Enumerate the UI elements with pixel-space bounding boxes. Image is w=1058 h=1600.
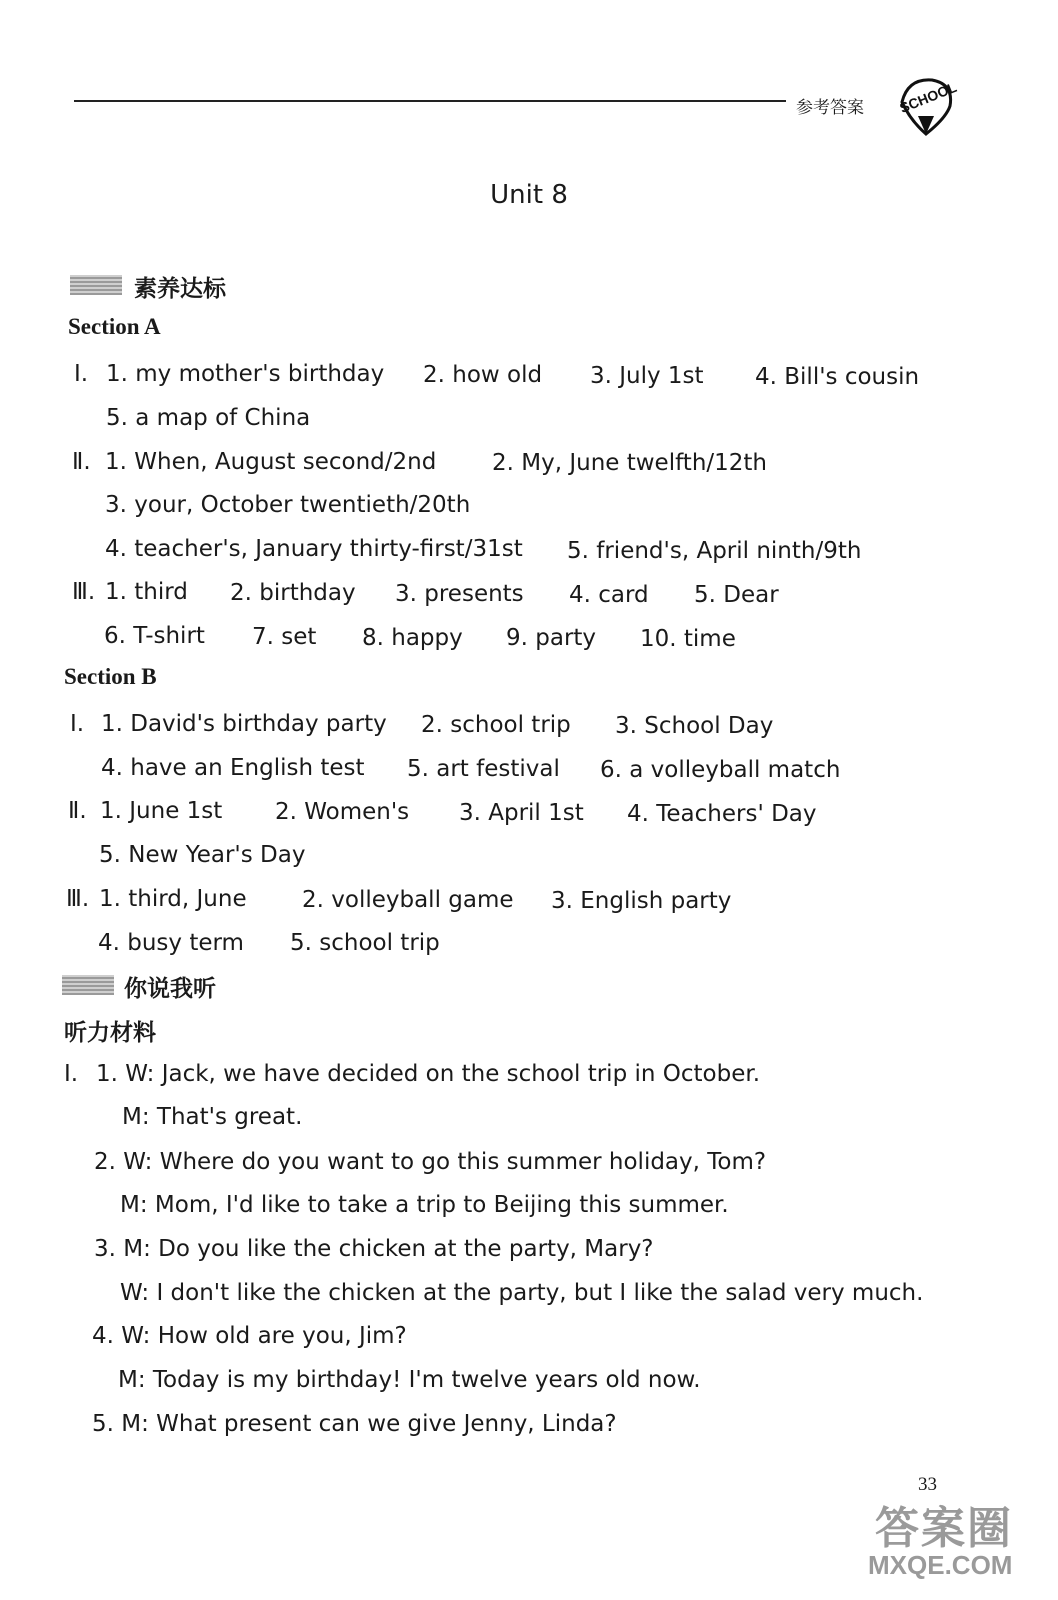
answer-item: 8. happy <box>362 625 463 651</box>
answer-item: 4. card <box>569 582 649 608</box>
answer-item: 3. your, October twentieth/20th <box>105 492 471 518</box>
dialogue-line: W: I don't like the chicken at the party, but I like the salad very much. <box>120 1280 924 1306</box>
dialogue-line: 2. W: Where do you want to go this summer holiday, Tom? <box>94 1149 767 1175</box>
answer-item: 4. Teachers' Day <box>627 801 817 827</box>
answer-item: 1. David's birthday party <box>101 711 387 737</box>
heading-listening-material: 听力材料 <box>64 1020 156 1046</box>
section-a-1-label: Ⅰ. <box>74 361 89 387</box>
answer-item: 3. April 1st <box>459 800 584 826</box>
answer-item: 3. School Day <box>615 713 774 739</box>
answer-item: 10. time <box>640 626 736 652</box>
answer-item: 4. busy term <box>98 930 244 956</box>
section-bar-icon <box>62 975 114 995</box>
section-a-3-label: Ⅲ. <box>72 579 96 605</box>
watermark-top: 答案圈 <box>875 1504 1013 1553</box>
answer-item: 3. presents <box>395 581 524 607</box>
answer-item: 2. how old <box>423 362 543 388</box>
dialogue-line: 1. W: Jack, we have decided on the school trip in October. <box>96 1061 761 1087</box>
dialogue-line: 5. M: What present can we give Jenny, Linda? <box>92 1411 617 1437</box>
answer-item: 5. friend's, April ninth/9th <box>567 538 862 564</box>
answer-item: 6. a volleyball match <box>600 757 841 783</box>
answer-item: 4. have an English test <box>101 755 365 781</box>
answer-item: 6. T-shirt <box>104 623 205 649</box>
heading-section-a: Section A <box>68 314 161 339</box>
answer-item: 5. New Year's Day <box>99 842 306 868</box>
answer-item: 3. English party <box>551 888 732 914</box>
answer-item: 4. Bill's cousin <box>755 364 920 390</box>
answer-item: 5. a map of China <box>106 405 311 431</box>
answer-item: 5. Dear <box>694 582 779 608</box>
header-rule <box>74 100 786 102</box>
section-a-2-label: Ⅱ. <box>72 449 91 475</box>
answer-item: 5. school trip <box>290 930 440 956</box>
header-label: 参考答案 <box>796 98 864 118</box>
answer-item: 7. set <box>252 624 317 650</box>
answer-item: 9. party <box>506 625 597 651</box>
answer-item: 2. school trip <box>421 712 571 738</box>
answer-item: 1. my mother's birthday <box>106 361 385 387</box>
dialogue-line: 3. M: Do you like the chicken at the party, Mary? <box>94 1236 654 1262</box>
answer-item: 5. art festival <box>407 756 560 782</box>
dialogue-line: M: Today is my birthday! I'm twelve years old now. <box>118 1367 701 1393</box>
dialogue-line: M: Mom, I'd like to take a trip to Beijing this summer. <box>120 1192 729 1218</box>
heading-section-b: Section B <box>64 664 157 689</box>
answer-item: 2. birthday <box>230 580 356 606</box>
answer-item: 1. third <box>105 579 188 605</box>
answer-item: 1. June 1st <box>100 798 223 824</box>
logo-text: SCHOOL <box>897 78 959 117</box>
answer-item: 2. Women's <box>275 799 410 825</box>
answer-item: 4. teacher's, January thirty-first/31st <box>105 536 523 562</box>
page-number: 33 <box>918 1474 937 1495</box>
section-b-2-label: Ⅱ. <box>68 798 87 824</box>
answer-item: 3. July 1st <box>590 363 704 389</box>
watermark-bottom: MXQE.COM <box>868 1550 1013 1580</box>
school-logo <box>888 72 960 140</box>
heading-speak-listen: 你说我听 <box>124 976 216 1002</box>
section-b-3-label: Ⅲ. <box>66 886 90 912</box>
listening-label: Ⅰ. <box>64 1061 79 1087</box>
answer-item: 1. third, June <box>99 886 247 912</box>
dialogue-line: 4. W: How old are you, Jim? <box>92 1323 407 1349</box>
section-b-1-label: Ⅰ. <box>70 711 85 737</box>
answer-item: 2. My, June twelfth/12th <box>492 450 768 476</box>
dialogue-line: M: That's great. <box>122 1104 303 1130</box>
answer-item: 1. When, August second/2nd <box>105 449 437 475</box>
heading-literacy: 素养达标 <box>134 276 226 302</box>
page-title: Unit 8 <box>490 180 568 210</box>
section-bar-icon <box>70 275 122 295</box>
answer-item: 2. volleyball game <box>302 887 514 913</box>
